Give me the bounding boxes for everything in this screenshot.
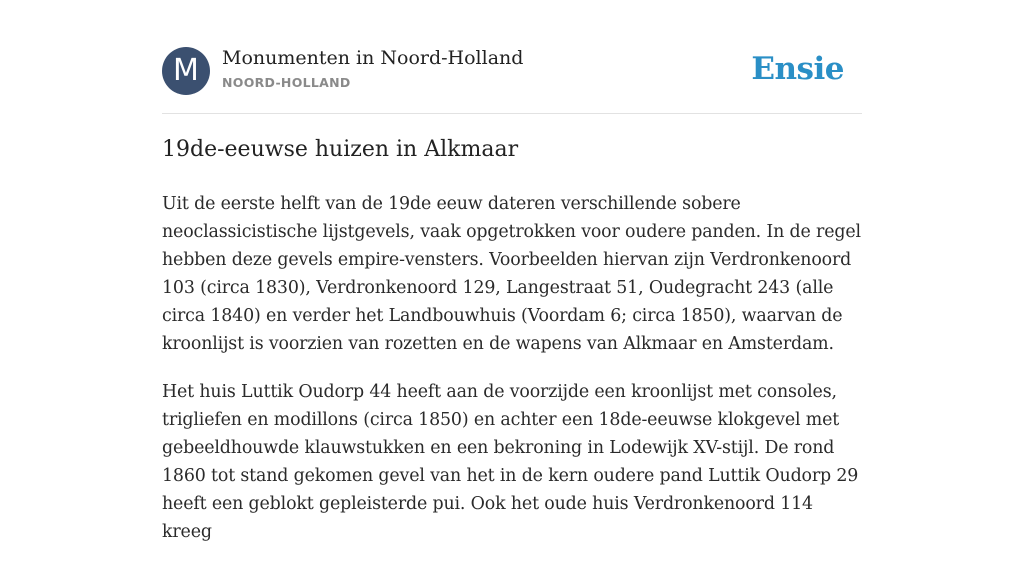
avatar[interactable]: M [162,47,210,95]
collection-subtitle: NOORD-HOLLAND [222,75,351,90]
site-header [162,47,862,95]
article-title: 19de-eeuwse huizen in Alkmaar [162,137,519,162]
article-paragraph: Uit de eerste helft van de 19de eeuw dateren verschillende sobere neoclassicistische lijstgevels, vaak opgetrokken voor oudere panden. In de regel hebben deze gevels empire-vensters. Voorbeelden hiervan zijn Verdronkenoord 103 (circa 1830), Verdronkenoord 129, Langestraat 51, Oudegracht 243 (alle circa 1840) en verder het Landbouwhuis (Voordam 6; circa 1850), waarvan de kroonlijst is voorzien van rozetten en de wapens van Alkmaar en Amsterdam. [162,194,861,355]
brand-logo[interactable]: Ensie [751,51,844,87]
collection-title[interactable]: Monumenten in Noord-Holland [222,47,524,69]
article-body [162,190,866,565]
header-divider [162,113,862,114]
article-paragraph: Het huis Luttik Oudorp 44 heeft aan de voorzijde een kroonlijst met consoles, trigliefen en modillons (circa 1850) en achter een 18de-eeuwse klokgevel met gebeeldhouwde klauwstukken en een bekroning in Lodewijk XV-stijl. De rond 1860 tot stand gekomen gevel van het in de kern oudere pand Luttik Oudorp 29 heeft een geblokt gepleisterde pui. Ook het oude huis Verdronkenoord 114 kreeg [162,381,859,543]
